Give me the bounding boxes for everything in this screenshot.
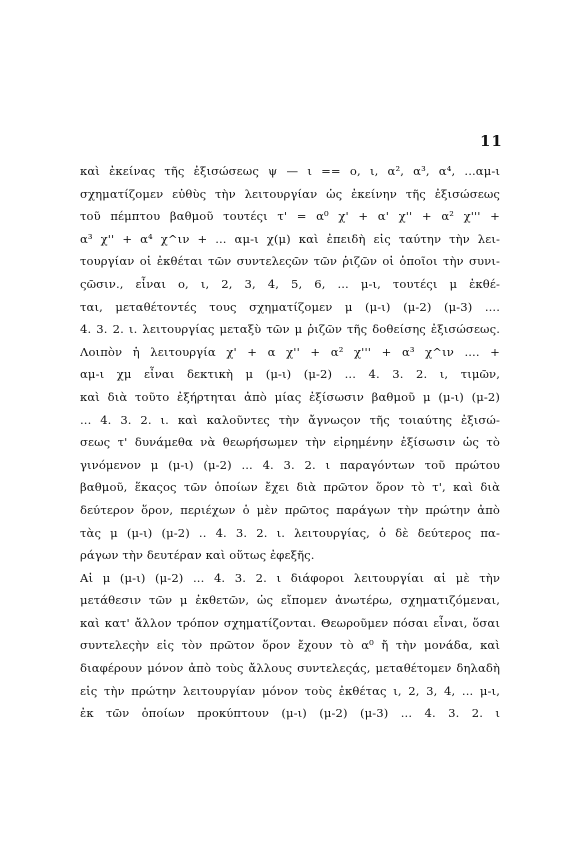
- text-line: καὶ κατ' ἄλλον τρόπον σχηματίζονται. Θεωροῦμεν πόσαι εἶναι, ὅσαι: [80, 615, 500, 630]
- text-line: καὶ διὰ τοῦτο ἐξήρτηται ἀπὸ μίας ἐξίσωσιν βαθμοῦ μ (μ-ι) (μ-2): [80, 389, 500, 404]
- text-line: τουργίαν οἱ ἐκθέται τῶν συντελεςῶν τῶν ῥιζῶν οἱ ὁποῖοι τὴν συνι-: [80, 254, 500, 269]
- text-line: Αἱ μ (μ-ι) (μ-2) ... 4. 3. 2. ι διάφοροι λειτουργίαι αἱ μὲ τὴν: [80, 570, 500, 585]
- text-line: σεως τ' δυνάμεθα νὰ θεωρήσωμεν τὴν εἰρημένην ἐξίσωσιν ὡς τὸ: [80, 435, 500, 450]
- text-line: 4. 3. 2. ι. λειτουργίας μεταξὺ τῶν μ ῥιζῶν τῆς δοθείσης ἐξισώσεως.: [80, 322, 500, 337]
- page-number: 11: [480, 132, 503, 150]
- text-line: βαθμοῦ, ἕκαςος τῶν ὁποίων ἔχει διὰ πρῶτον ὅρον τὸ τ', καὶ διὰ: [80, 480, 500, 495]
- text-line: δεύτερον ὅρον, περιέχων ὁ μὲν πρῶτος παράγων τὴν πρώτην ἀπὸ: [80, 502, 500, 517]
- text-line: αμ-ι χμ εἶναι δεκτικὴ μ (μ-ι) (μ-2) ... 4. 3. 2. ι, τιμῶν,: [80, 367, 500, 382]
- text-line: ράγων τὴν δευτέραν καὶ οὕτως ἐφεξῆς.: [80, 548, 315, 563]
- text-line: ἐκ τῶν ὁποίων προκύπτουν (μ-ι) (μ-2) (μ-3) ... 4. 3. 2. ι: [80, 706, 500, 721]
- text-line: α³ χ'' + α⁴ χ^ιν + ... αμ-ι χ(μ) καὶ ἐπειδὴ εἰς ταύτην τὴν λει-: [80, 231, 500, 246]
- text-line: συντελεςὴν εἰς τὸν πρῶτον ὅρον ἔχουν τὸ α⁰ ἤ τὴν μονάδα, καὶ: [80, 638, 500, 653]
- text-line: τοῦ πέμπτου βαθμοῦ τουτέςι τ' = α⁰ χ' + α' χ'' + α² χ''' +: [80, 209, 500, 224]
- text-line: εἰς τὴν πρώτην λειτουργίαν μόνον τοὺς ἐκθέτας ι, 2, 3, 4, ... μ-ι,: [80, 683, 500, 698]
- text-line: καὶ ἐκείνας τῆς ἐξισώσεως ψ — ι == ο, ι, α², α³, α⁴, ...αμ-ι: [80, 164, 500, 178]
- text-line: γινόμενον μ (μ-ι) (μ-2) ... 4. 3. 2. ι παραγόντων τοῦ πρώτου: [80, 457, 500, 472]
- text-line: ... 4. 3. 2. ι. καὶ καλοῦντες τὴν ἄγνωςον τῆς τοιαύτης ἐξισώ-: [80, 412, 500, 427]
- text-line: τὰς μ (μ-ι) (μ-2) .. 4. 3. 2. ι. λειτουργίας, ὁ δὲ δεύτερος πα-: [80, 525, 500, 540]
- body-text: [80, 160, 500, 725]
- text-line: ται, μεταθέτοντές τους σχηματίζομεν μ (μ-ι) (μ-2) (μ-3) ....: [80, 299, 500, 314]
- text-line: ςῶσιν., εἶναι ο, ι, 2, 3, 4, 5, 6, ... μ-ι, τουτέςι μ ἐκθέ-: [80, 276, 500, 291]
- text-line: Λοιπὸν ἡ λειτουργία χ' + α χ'' + α² χ''' + α³ χ^ιν .... +: [80, 344, 500, 359]
- text-line: μετάθεσιν τῶν μ ἐκθετῶν, ὡς εἴπομεν ἀνωτέρω, σχηματιζόμεναι,: [80, 593, 500, 608]
- text-line: σχηματίζομεν εὐθὺς τὴν λειτουργίαν ὡς ἐκείνην τῆς ἐξισώσεως: [80, 186, 500, 201]
- text-line: διαφέρουν μόνον ἀπὸ τοὺς ἄλλους συντελεςάς, μεταθέτομεν δηλαδὴ: [80, 661, 500, 676]
